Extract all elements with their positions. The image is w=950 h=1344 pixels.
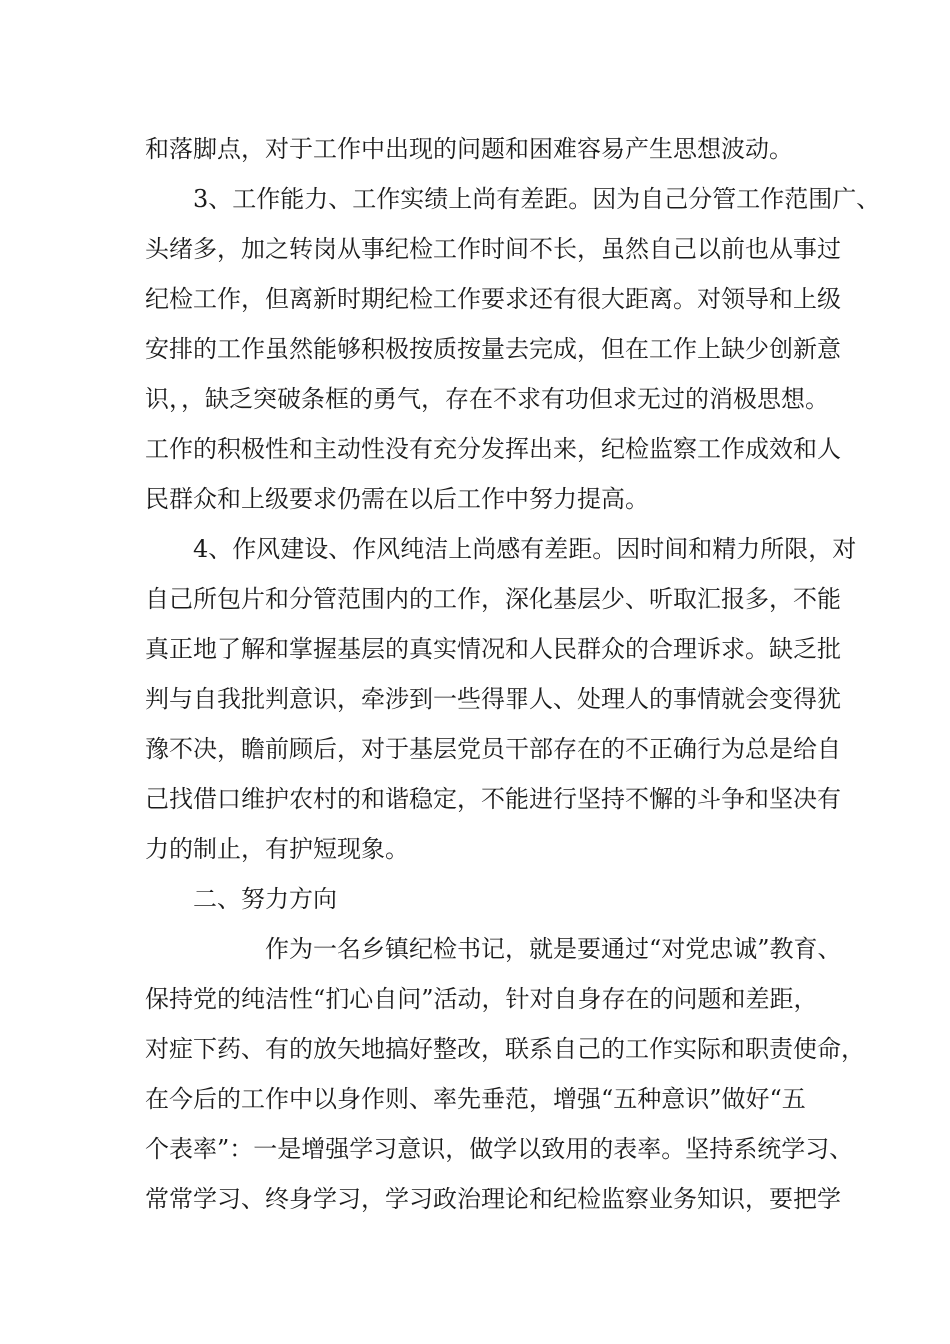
text-line: 力的制止，有护短现象。 <box>145 835 409 863</box>
text-line: 和落脚点，对于工作中出现的问题和困难容易产生思想波动。 <box>145 135 793 163</box>
text-line: 自己所包片和分管范围内的工作，深化基层少、听取汇报多，不能 <box>145 585 841 613</box>
text-line: 保持党的纯洁性“扪心自问”活动，针对自身存在的问题和差距， <box>145 985 818 1013</box>
text-line: 头绪多，加之转岗从事纪检工作时间不长，虽然自己以前也从事过 <box>145 235 841 263</box>
text-line: 真正地了解和掌握基层的真实情况和人民群众的合理诉求。缺乏批 <box>145 635 841 663</box>
text-line: 民群众和上级要求仍需在以后工作中努力提高。 <box>145 485 649 513</box>
text-line: 3、工作能力、工作实绩上尚有差距。因为自己分管工作范围广、 <box>193 185 881 213</box>
text-line: 工作的积极性和主动性没有充分发挥出来，纪检监察工作成效和人 <box>145 435 841 463</box>
text-line: 作为一名乡镇纪检书记，就是要通过“对党忠诚”教育、 <box>265 935 842 963</box>
section-heading: 二、努力方向 <box>193 885 337 913</box>
text-line: 安排的工作虽然能够积极按质按量去完成，但在工作上缺少创新意 <box>145 335 841 363</box>
text-line: 常常学习、终身学习，学习政治理论和纪检监察业务知识，要把学 <box>145 1185 841 1213</box>
text-line: 个表率”：一是增强学习意识，做学以致用的表率。坚持系统学习、 <box>145 1135 854 1163</box>
text-line: 识，，缺乏突破条框的勇气，存在不求有功但求无过的消极思想。 <box>145 385 829 413</box>
text-line: 纪检工作，但离新时期纪检工作要求还有很大距离。对领导和上级 <box>145 285 841 313</box>
text-line: 对症下药、有的放矢地搞好整改，联系自己的工作实际和职责使命， <box>145 1035 865 1063</box>
text-line: 判与自我批判意识，牵涉到一些得罪人、处理人的事情就会变得犹 <box>145 685 841 713</box>
text-line: 豫不决，瞻前顾后，对于基层党员干部存在的不正确行为总是给自 <box>145 735 841 763</box>
text-line: 4、作风建设、作风纯洁上尚感有差距。因时间和精力所限，对 <box>193 535 857 563</box>
text-line: 己找借口维护农村的和谐稳定，不能进行坚持不懈的斗争和坚决有 <box>145 785 841 813</box>
text-line: 在今后的工作中以身作则、率先垂范，增强“五种意识”做好“五 <box>145 1085 806 1113</box>
